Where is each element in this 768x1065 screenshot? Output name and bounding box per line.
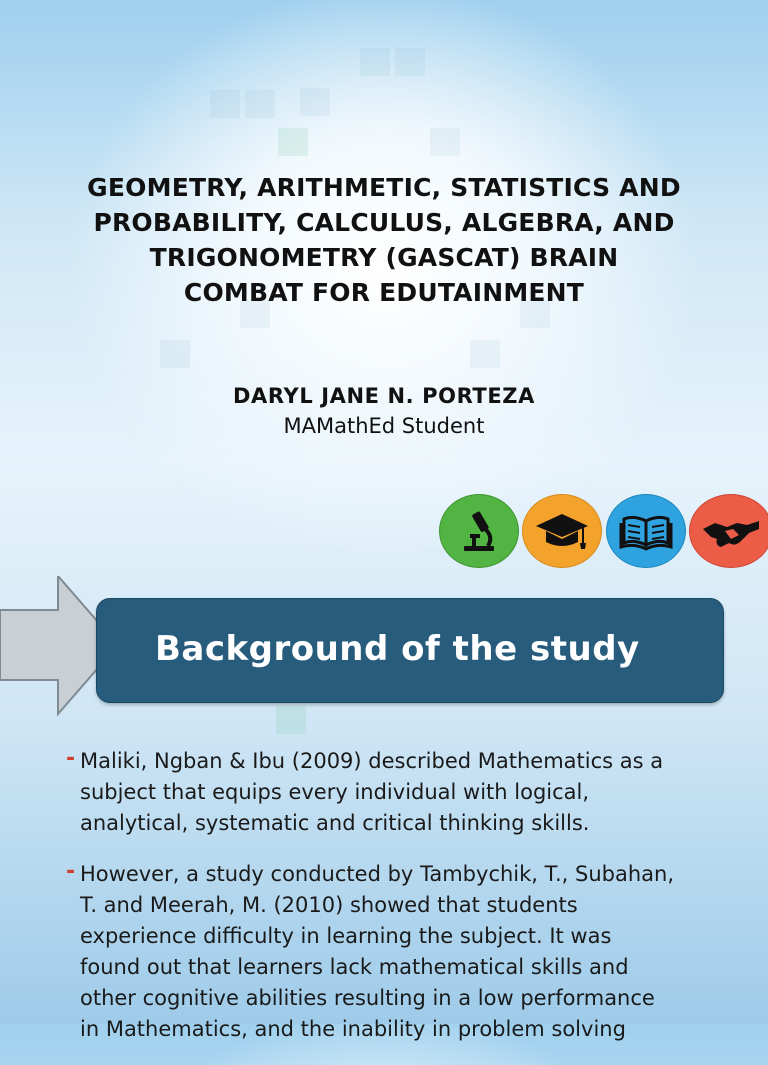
author-name: DARYL JANE N. PORTEZA: [233, 384, 535, 408]
bullet-line: T. and Meerah, M. (2010) showed that students: [80, 893, 578, 917]
bullet-line: found out that learners lack mathematical skills and: [80, 955, 629, 979]
bullet-marker: -: [66, 746, 76, 771]
bullet-line: However, a study conducted by Tambychik, T., Subahan,: [80, 862, 675, 886]
bullet-line: Maliki, Ngban & Ibu (2009) described Mathematics as a: [80, 749, 664, 773]
bullet-line: experience difficulty in learning the subject. It was: [80, 924, 612, 948]
bullet-line: other cognitive abilities resulting in a low performance: [80, 986, 655, 1010]
bullet-line: analytical, systematic and critical thinking skills.: [80, 811, 590, 835]
section-heading-banner: [96, 598, 724, 703]
bullet-line: subject that equips every individual with logical,: [80, 780, 590, 804]
bullet-marker: -: [66, 859, 76, 884]
title-line: GEOMETRY, ARITHMETIC, STATISTICS AND: [87, 173, 681, 202]
open-book-icon: [606, 494, 686, 568]
author-role: MAMathEd Student: [283, 414, 485, 438]
bullet-item: [66, 859, 740, 1045]
presentation-title: [84, 170, 684, 310]
title-line: PROBABILITY, CALCULUS, ALGEBRA, AND: [93, 208, 675, 237]
title-line: TRIGONOMETRY (GASCAT) BRAIN: [149, 243, 619, 272]
bullet-line: in Mathematics, and the inability in problem solving: [80, 1017, 626, 1041]
microscope-icon: [439, 494, 519, 568]
handshake-icon: [689, 494, 768, 568]
section-heading: Background of the study: [155, 629, 640, 669]
title-line: COMBAT FOR EDUTAINMENT: [183, 278, 585, 307]
bullet-item: [66, 746, 740, 839]
bullet-list: [66, 746, 740, 1065]
graduation-cap-icon: [522, 494, 602, 568]
